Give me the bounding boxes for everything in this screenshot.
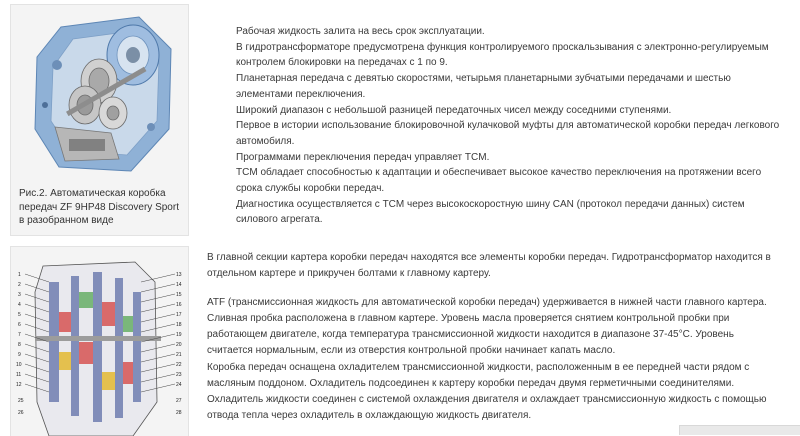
paragraph-main-case: В главной секции картера коробки передач находятся все элементы коробки передач. Гидротрансформатор находится в отдельном картере и прикручен болтами к главному картеру. [207, 252, 771, 279]
list-item: Первое в истории использование блокировочной кулачковой муфты для автоматической коробки передач легкового автомобиля. [236, 120, 780, 147]
callout-label: 15 [176, 292, 182, 298]
callout-label: 1 [18, 272, 21, 278]
callout-label: 5 [18, 312, 21, 318]
callout-label: 22 [176, 362, 182, 368]
callout-label: 25 [18, 398, 24, 404]
callout-label: 8 [18, 342, 21, 348]
list-item: TCM обладает способностью к адаптации и обеспечивает высокое качество переключения на протяжении всего срока службы коробки передач. [236, 167, 762, 195]
callout-label: 16 [176, 302, 182, 308]
list-item: Рабочая жидкость залита на весь срок эксплуатации. [236, 26, 485, 37]
transmission-cutaway-image [21, 9, 181, 179]
callout-label: 7 [18, 332, 21, 338]
callout-label: 14 [176, 282, 182, 288]
list-item: Планетарная передача с девятью скоростями, четырьмя планетарными зубчатыми передачами и шестью элементами переключения. [236, 73, 731, 100]
callout-label: 26 [18, 410, 24, 416]
callout-label: 24 [176, 382, 182, 388]
callout-label: 27 [176, 398, 182, 404]
callout-label: 19 [176, 332, 182, 338]
list-item: Программами переключения передач управляет TCM. [236, 151, 490, 163]
paragraph-atf: ATF (трансмиссионная жидкость для автоматической коробки передач) удерживается в нижней части главного картера. Сливная пробка расположена в главном картере. Уровень масла проверяется снятием контрольной пробки при работающем двигателе, когда температура трансмиссионной жидкости находится в диапазоне 37-45°C. Уровень считается нормальным, если из отверстия контрольной пробки начинает капать масло. [207, 297, 767, 356]
transmission-section-diagram [15, 252, 185, 436]
feature-list [236, 24, 781, 228]
callout-label: 13 [176, 272, 182, 278]
page-corner-widget [679, 425, 800, 435]
callout-label: 4 [18, 302, 21, 308]
callout-label: 9 [18, 352, 21, 358]
figure-caption: Рис.2. Автоматическая коробка передач ZF 9HP48 Discovery Sport в разобранном виде [19, 188, 179, 226]
figure-sectional-diagram [10, 246, 189, 436]
callout-label: 10 [16, 362, 22, 368]
callout-label: 20 [176, 342, 182, 348]
callout-label: 18 [176, 322, 182, 328]
callout-label: 6 [18, 322, 21, 328]
figure-exploded-transmission [10, 4, 189, 236]
callout-label: 28 [176, 410, 182, 416]
callout-label: 23 [176, 372, 182, 378]
list-item: В гидротрансформаторе предусмотрена функция контролируемого проскальзывания с электронно-регулируемым контролем блокировки на передачах с 1 по 9. [236, 41, 769, 69]
paragraph-cooler: Коробка передач оснащена охладителем трансмиссионной жидкости, расположенным в ее передней части рядом с масляным поддоном. Охладитель подсоединен к картеру коробки передач двумя герметичными соединителями. Охладитель жидкости соединен с системой охлаждения двигателя и охлаждает трансмиссионную жидкость с помощью отвода тепла через охладитель в охлаждающую жидкость двигателя. [207, 362, 767, 421]
callout-label: 21 [176, 352, 182, 358]
callout-label: 17 [176, 312, 182, 318]
list-item: Широкий диапазон с небольшой разницей передаточных чисел между соседними ступенями. [236, 104, 672, 116]
callout-label: 11 [16, 372, 22, 378]
list-item: Диагностика осуществляется с TCM через высокоскоростную шину CAN (протокол передачи данных) систем силового агрегата. [236, 198, 745, 226]
callout-label: 12 [16, 382, 22, 388]
callout-label: 2 [18, 282, 21, 288]
callout-label: 3 [18, 292, 21, 298]
